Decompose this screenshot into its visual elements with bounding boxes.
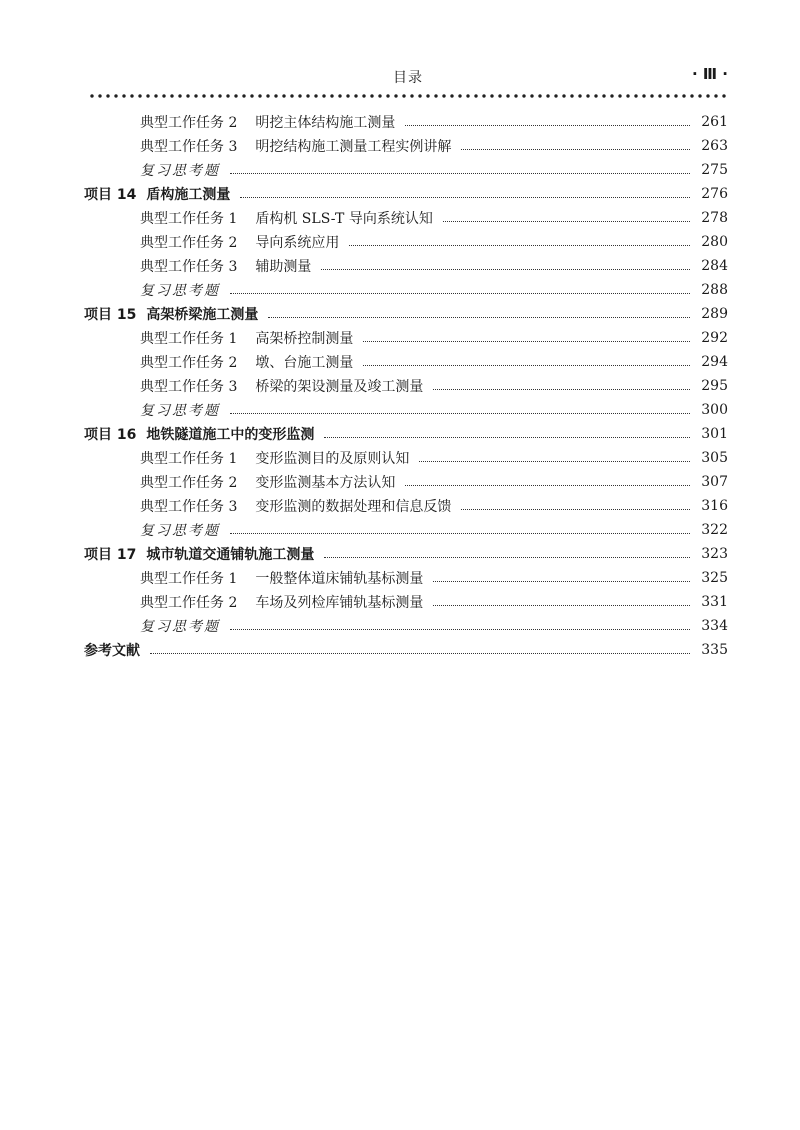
task-title: 导向系统应用 — [255, 235, 340, 251]
task-label: 典型工作任务 3 — [140, 379, 238, 395]
toc-review-entry[interactable] — [84, 158, 728, 182]
page-number: 280 — [701, 234, 728, 250]
dot-leader — [324, 437, 690, 438]
toc-review-entry[interactable] — [84, 518, 728, 542]
toc-task-entry[interactable] — [84, 590, 728, 614]
dot-leader — [363, 365, 690, 366]
page-number: 284 — [701, 258, 728, 274]
project-title: 地铁隧道施工中的变形监测 — [146, 427, 315, 443]
task-title: 明挖结构施工测量工程实例讲解 — [255, 139, 452, 155]
page-number: 323 — [701, 546, 728, 562]
toc-task-entry[interactable] — [84, 326, 728, 350]
page-number: 289 — [701, 306, 728, 322]
dot-leader — [461, 149, 690, 150]
project-number: 项目 15 — [84, 307, 137, 323]
task-title: 车场及列检库铺轨基标测量 — [255, 595, 424, 611]
review-title: 复习思考题 — [140, 403, 220, 419]
project-number: 项目 16 — [84, 427, 137, 443]
page-number: 301 — [701, 426, 728, 442]
task-label: 典型工作任务 3 — [140, 259, 238, 275]
task-title: 辅助测量 — [255, 259, 312, 275]
toc-review-entry[interactable] — [84, 614, 728, 638]
task-title: 一般整体道床铺轨基标测量 — [255, 571, 424, 587]
toc-review-entry[interactable] — [84, 278, 728, 302]
review-title: 复习思考题 — [140, 283, 220, 299]
task-label: 典型工作任务 2 — [140, 475, 238, 491]
project-title: 盾构施工测量 — [146, 187, 231, 203]
project-title: 高架桥梁施工测量 — [146, 307, 259, 323]
references-title: 参考文献 — [84, 643, 140, 659]
page-number: 275 — [701, 162, 728, 178]
page-header — [88, 64, 728, 90]
dot-leader — [150, 653, 690, 654]
toc-task-entry[interactable] — [84, 134, 728, 158]
toc-task-entry[interactable] — [84, 494, 728, 518]
toc-task-entry[interactable] — [84, 206, 728, 230]
toc-task-entry[interactable] — [84, 374, 728, 398]
review-title: 复习思考题 — [140, 619, 220, 635]
dot-leader — [324, 557, 690, 558]
dot-leader — [461, 509, 690, 510]
task-title: 明挖主体结构施工测量 — [255, 115, 396, 131]
project-number: 项目 17 — [84, 547, 137, 563]
toc-task-entry[interactable] — [84, 254, 728, 278]
page-number: 316 — [701, 498, 728, 514]
dot-leader — [433, 389, 690, 390]
page-number: 263 — [701, 138, 728, 154]
task-title: 变形监测基本方法认知 — [255, 475, 396, 491]
toc-project-entry[interactable] — [84, 302, 728, 326]
header-dotted-rule — [88, 93, 728, 99]
task-label: 典型工作任务 3 — [140, 139, 238, 155]
dot-leader — [268, 317, 690, 318]
task-label: 典型工作任务 2 — [140, 595, 238, 611]
toc-task-entry[interactable] — [84, 470, 728, 494]
task-label: 典型工作任务 2 — [140, 355, 238, 371]
page-number: 294 — [701, 354, 728, 370]
dot-leader — [419, 461, 690, 462]
page-number: 307 — [701, 474, 728, 490]
task-label: 典型工作任务 1 — [140, 571, 238, 587]
page-number: 335 — [701, 642, 728, 658]
toc-project-entry[interactable] — [84, 422, 728, 446]
page-number: 276 — [701, 186, 728, 202]
page-number: 322 — [701, 522, 728, 538]
review-title: 复习思考题 — [140, 523, 220, 539]
page-number: 288 — [701, 282, 728, 298]
review-title: 复习思考题 — [140, 163, 220, 179]
task-title: 桥梁的架设测量及竣工测量 — [255, 379, 424, 395]
task-label: 典型工作任务 3 — [140, 499, 238, 515]
table-of-contents — [84, 110, 728, 662]
toc-task-entry[interactable] — [84, 110, 728, 134]
task-label: 典型工作任务 2 — [140, 235, 238, 251]
page-number: 278 — [701, 210, 728, 226]
page-number-mark: · Ⅲ · — [691, 65, 728, 83]
dot-leader — [240, 197, 690, 198]
dot-leader — [230, 533, 690, 534]
dot-leader — [405, 485, 690, 486]
dot-leader — [443, 221, 690, 222]
task-label: 典型工作任务 1 — [140, 331, 238, 347]
toc-references-entry[interactable] — [84, 638, 728, 662]
page-number: 305 — [701, 450, 728, 466]
dot-leader — [363, 341, 690, 342]
task-title: 高架桥控制测量 — [255, 331, 354, 347]
task-title: 墩、台施工测量 — [255, 355, 354, 371]
task-title: 变形监测目的及原则认知 — [255, 451, 410, 467]
dot-leader — [230, 413, 690, 414]
page-number: 261 — [701, 114, 728, 130]
page-number: 331 — [701, 594, 728, 610]
task-label: 典型工作任务 1 — [140, 451, 238, 467]
page-number: 334 — [701, 618, 728, 634]
page-number: 325 — [701, 570, 728, 586]
toc-task-entry[interactable] — [84, 230, 728, 254]
dot-leader — [433, 605, 690, 606]
dot-leader — [321, 269, 690, 270]
toc-review-entry[interactable] — [84, 398, 728, 422]
toc-task-entry[interactable] — [84, 446, 728, 470]
dot-leader — [230, 293, 690, 294]
dot-leader — [405, 125, 690, 126]
toc-task-entry[interactable] — [84, 566, 728, 590]
page-number: 295 — [701, 378, 728, 394]
toc-task-entry[interactable] — [84, 350, 728, 374]
dot-leader — [349, 245, 690, 246]
task-label: 典型工作任务 1 — [140, 211, 238, 227]
project-number: 项目 14 — [84, 187, 137, 203]
toc-project-entry[interactable] — [84, 542, 728, 566]
project-title: 城市轨道交通铺轨施工测量 — [146, 547, 315, 563]
page-number: 292 — [701, 330, 728, 346]
toc-project-entry[interactable] — [84, 182, 728, 206]
page-number: 300 — [701, 402, 728, 418]
dot-leader — [230, 173, 690, 174]
dot-leader — [433, 581, 690, 582]
task-title: 变形监测的数据处理和信息反馈 — [255, 499, 452, 515]
task-label: 典型工作任务 2 — [140, 115, 238, 131]
task-title: 盾构机 SLS-T 导向系统认知 — [255, 211, 433, 227]
dot-leader — [230, 629, 690, 630]
running-title: 目录 — [393, 70, 423, 86]
